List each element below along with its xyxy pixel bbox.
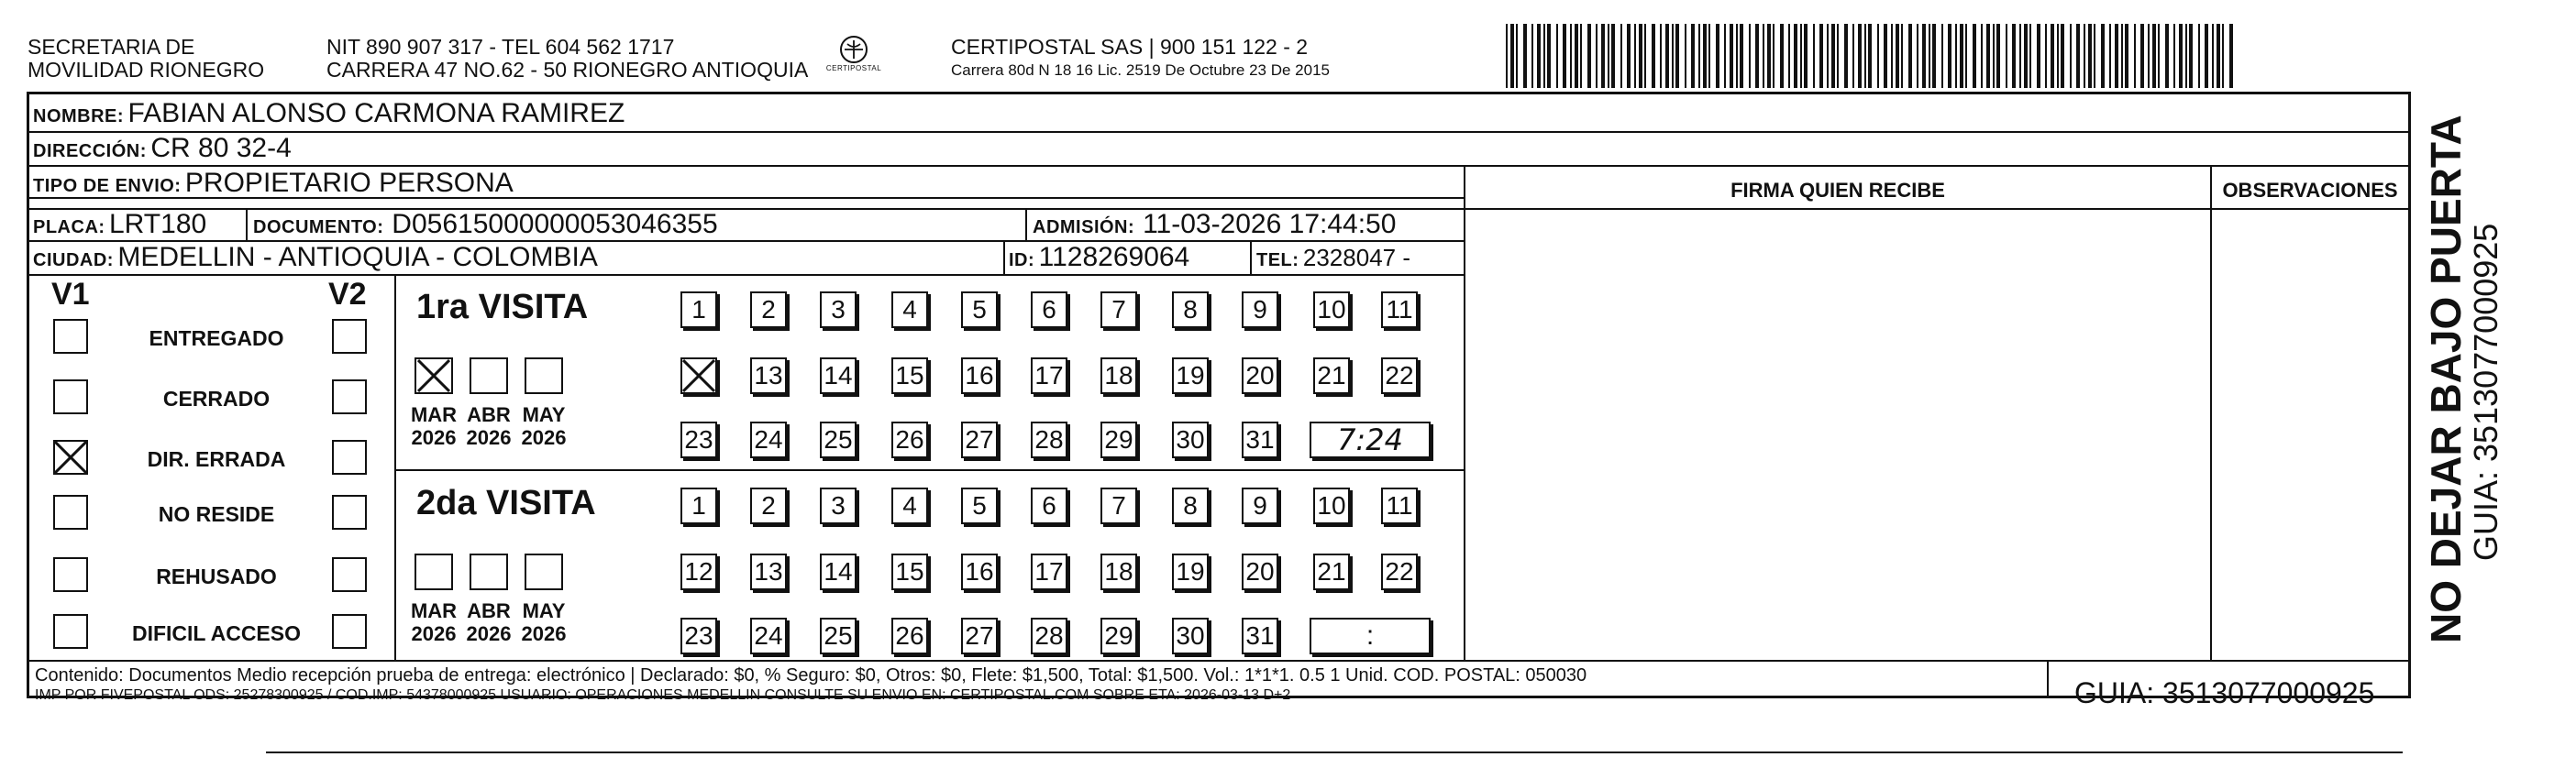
status-v2-checkbox[interactable] (332, 614, 367, 649)
status-label: ENTREGADO (149, 326, 284, 350)
cell-divider (394, 274, 396, 660)
month-checkbox[interactable] (470, 554, 508, 590)
divider (28, 165, 2409, 167)
day-checkbox[interactable]: 8 (1172, 291, 1209, 328)
column-divider (1464, 165, 1465, 660)
day-checkbox[interactable]: 5 (961, 488, 998, 524)
admission-label: ADMISIÓN: (1033, 217, 1135, 237)
day-checkbox[interactable]: 14 (820, 554, 857, 590)
status-v2-checkbox[interactable] (332, 557, 367, 592)
content-line: Contenido: Documentos Medio recepción prueba de entrega: electrónico | Declarado: $0, % Seguro: $0, Otros: $0, Flete: $1,500, Total: $1,500. Vol.: 1*1*1. 0.5 1 Unid. COD. POSTAL: 050030 (35, 665, 1587, 686)
month-checkbox[interactable] (415, 554, 453, 590)
month-label (405, 599, 462, 645)
day-checkbox[interactable]: 27 (961, 422, 998, 458)
month-year: 2026 (521, 622, 567, 645)
month-label (460, 403, 517, 449)
nit-line: NIT 890 907 317 - TEL 604 562 1717 (326, 35, 675, 59)
day-checkbox[interactable]: 11 (1381, 291, 1418, 328)
id-value: 1128269064 (1038, 242, 1190, 272)
tel-value: 2328047 - (1302, 244, 1410, 271)
address-line: CARRERA 47 NO.62 - 50 RIONEGRO ANTIOQUIA (326, 58, 809, 82)
type-row (33, 168, 514, 203)
plate-label: PLACA: (33, 217, 105, 237)
status-v1-checkbox[interactable] (53, 557, 88, 592)
imp-line: IMP POR FIVEPOSTAL ODS: 25278300925 / COD.IMP: 54378000925 USUARIO: OPERACIONES MEDELLIN CONSULTE SU ENVIO EN: CERTIPOSTAL.COM SOBRE ETA: 2026-03-13 D+2 (35, 687, 1291, 703)
day-checkbox[interactable]: 26 (891, 618, 928, 654)
observations-header: OBSERVACIONES (2222, 179, 2398, 202)
day-checkbox[interactable]: 24 (750, 422, 787, 458)
day-checkbox[interactable]: 22 (1381, 554, 1418, 590)
month-year: 2026 (411, 622, 457, 645)
status-label: REHUSADO (156, 565, 277, 588)
shipment-type: PROPIETARIO PERSONA (184, 168, 514, 198)
status-v2-checkbox[interactable] (332, 379, 367, 414)
day-checkbox[interactable]: 24 (750, 618, 787, 654)
day-checkbox[interactable]: 21 (1313, 554, 1350, 590)
day-checkbox[interactable]: 25 (820, 422, 857, 458)
license-line: Carrera 80d N 18 16 Lic. 2519 De Octubre 23 De 2015 (951, 61, 1330, 79)
cell-divider (1250, 240, 1252, 274)
month-name: MAY (522, 599, 566, 622)
day-checkbox[interactable]: 28 (1031, 422, 1067, 458)
tel-row (1256, 242, 1410, 278)
month-label (515, 403, 572, 449)
plate-row (33, 209, 206, 245)
city-label: CIUDAD: (33, 250, 114, 270)
month-label (515, 599, 572, 645)
day-checkbox[interactable]: 16 (961, 357, 998, 394)
day-checkbox[interactable]: 29 (1100, 422, 1137, 458)
name-label: NOMBRE: (33, 106, 125, 126)
cell-divider (1025, 208, 1027, 240)
day-checkbox[interactable]: 18 (1100, 554, 1137, 590)
day-checkbox[interactable]: 28 (1031, 618, 1067, 654)
day-checkbox[interactable]: 10 (1313, 488, 1350, 524)
cell-divider (2047, 660, 2049, 698)
status-label: NO RESIDE (158, 502, 275, 526)
day-checkbox[interactable]: 6 (1031, 291, 1067, 328)
month-name: MAY (522, 403, 566, 426)
visit-title: 1ra VISITA (416, 288, 589, 326)
admission-value: 11-03-2026 17:44:50 (1143, 209, 1397, 239)
document-value: D05615000000053046355 (392, 209, 718, 239)
certipostal-logo (825, 33, 882, 81)
month-year: 2026 (521, 426, 567, 449)
status-v1-checkbox[interactable] (53, 319, 88, 354)
day-checkbox[interactable]: 22 (1381, 357, 1418, 394)
document-label: DOCUMENTO: (253, 217, 384, 237)
month-checkbox[interactable] (415, 357, 453, 394)
day-checkbox[interactable]: 7 (1100, 488, 1137, 524)
visit-title: 2da VISITA (416, 484, 596, 522)
type-label: TIPO DE ENVIO: (33, 176, 182, 196)
name-row (33, 98, 625, 134)
day-checkbox[interactable]: 1 (680, 488, 717, 524)
visit-time-field[interactable]: : (1310, 618, 1431, 654)
day-checkbox[interactable]: 31 (1242, 422, 1278, 458)
day-checkbox[interactable]: 8 (1172, 488, 1209, 524)
day-checkbox[interactable]: 27 (961, 618, 998, 654)
day-checkbox[interactable]: 26 (891, 422, 928, 458)
entity-name-line2: MOVILIDAD RIONEGRO (28, 58, 265, 82)
logo-caption: CERTIPOSTAL (825, 64, 882, 72)
day-checkbox[interactable]: 30 (1172, 618, 1209, 654)
day-checkbox[interactable]: 15 (891, 554, 928, 590)
day-checkbox[interactable]: 11 (1381, 488, 1418, 524)
day-checkbox[interactable]: 31 (1242, 618, 1278, 654)
month-name: ABR (467, 599, 511, 622)
day-checkbox[interactable]: 20 (1242, 357, 1278, 394)
day-checkbox[interactable]: 17 (1031, 554, 1067, 590)
status-label: DIFICIL ACCESO (131, 621, 301, 645)
day-checkbox[interactable]: 4 (891, 488, 928, 524)
cell-divider (1003, 240, 1005, 274)
month-checkbox[interactable] (470, 357, 508, 394)
day-checkbox[interactable]: 30 (1172, 422, 1209, 458)
v1-header: V1 (51, 277, 90, 312)
side-guia: GUIA: 3513077000925 (2467, 223, 2504, 561)
day-checkbox[interactable]: 23 (680, 618, 717, 654)
divider (394, 469, 1465, 471)
day-checkbox[interactable]: 19 (1172, 357, 1209, 394)
day-checkbox[interactable]: 20 (1242, 554, 1278, 590)
day-checkbox[interactable]: 16 (961, 554, 998, 590)
status-v1-checkbox[interactable] (53, 614, 88, 649)
status-v1-checkbox[interactable] (53, 440, 88, 475)
footer-guia: GUIA: 3513077000925 (2074, 676, 2375, 709)
bottom-rule (266, 752, 2403, 753)
day-checkbox[interactable]: 2 (750, 488, 787, 524)
month-year: 2026 (466, 426, 512, 449)
day-checkbox[interactable]: 4 (891, 291, 928, 328)
day-checkbox[interactable]: 13 (750, 554, 787, 590)
side-warning: NO DEJAR BAJO PUERTA (2422, 115, 2470, 643)
signature-header: FIRMA QUIEN RECIBE (1730, 179, 1945, 202)
status-v1-checkbox[interactable] (53, 495, 88, 530)
visit-time-field[interactable]: 7:24 (1310, 422, 1431, 458)
day-checkbox[interactable]: 10 (1313, 291, 1350, 328)
v2-header: V2 (328, 277, 367, 312)
city-row (33, 242, 598, 278)
day-checkbox[interactable]: 23 (680, 422, 717, 458)
plate-value: LRT180 (109, 209, 207, 239)
month-checkbox[interactable] (525, 554, 563, 590)
day-checkbox[interactable]: 18 (1100, 357, 1137, 394)
day-checkbox[interactable]: 19 (1172, 554, 1209, 590)
day-checkbox[interactable]: 6 (1031, 488, 1067, 524)
admission-row (1033, 209, 1396, 245)
id-row (1009, 242, 1189, 278)
status-label: DIR. ERRADA (147, 447, 286, 471)
courier-line: CERTIPOSTAL SAS | 900 151 122 - 2 (951, 35, 1309, 59)
day-checkbox[interactable]: 9 (1242, 488, 1278, 524)
month-label (460, 599, 517, 645)
address-row (33, 133, 292, 169)
city-value: MEDELLIN - ANTIOQUIA - COLOMBIA (117, 242, 598, 272)
status-v2-checkbox[interactable] (332, 440, 367, 475)
day-checkbox[interactable]: 3 (820, 488, 857, 524)
day-checkbox[interactable]: 29 (1100, 618, 1137, 654)
day-checkbox[interactable]: 25 (820, 618, 857, 654)
day-checkbox[interactable]: 21 (1313, 357, 1350, 394)
month-year: 2026 (466, 622, 512, 645)
month-name: MAR (410, 599, 458, 622)
tel-label: TEL: (1256, 250, 1299, 270)
id-label: ID: (1009, 250, 1035, 270)
day-checkbox[interactable]: 3 (820, 291, 857, 328)
month-year: 2026 (411, 426, 457, 449)
status-label: CERRADO (162, 387, 271, 411)
column-divider (2210, 165, 2212, 660)
day-checkbox[interactable]: 7 (1100, 291, 1137, 328)
recipient-address: CR 80 32-4 (150, 133, 292, 163)
recipient-name: FABIAN ALONSO CARMONA RAMIREZ (127, 98, 625, 128)
status-v1-checkbox[interactable] (53, 379, 88, 414)
month-name: ABR (467, 403, 511, 426)
day-checkbox[interactable]: 17 (1031, 357, 1067, 394)
document-row (253, 209, 718, 245)
barcode (1504, 24, 2238, 88)
day-checkbox[interactable]: 15 (891, 357, 928, 394)
status-v2-checkbox[interactable] (332, 319, 367, 354)
divider (28, 660, 2409, 662)
month-name: MAR (410, 403, 458, 426)
day-checkbox[interactable]: 9 (1242, 291, 1278, 328)
day-checkbox[interactable]: 5 (961, 291, 998, 328)
day-checkbox[interactable] (680, 357, 717, 394)
day-checkbox[interactable]: 14 (820, 357, 857, 394)
entity-name-line1: SECRETARIA DE (28, 35, 195, 59)
cell-divider (246, 208, 248, 240)
month-checkbox[interactable] (525, 357, 563, 394)
day-checkbox[interactable]: 12 (680, 554, 717, 590)
status-v2-checkbox[interactable] (332, 495, 367, 530)
day-checkbox[interactable]: 13 (750, 357, 787, 394)
day-checkbox[interactable]: 1 (680, 291, 717, 328)
day-checkbox[interactable]: 2 (750, 291, 787, 328)
month-label (405, 403, 462, 449)
address-label: DIRECCIÓN: (33, 141, 147, 161)
